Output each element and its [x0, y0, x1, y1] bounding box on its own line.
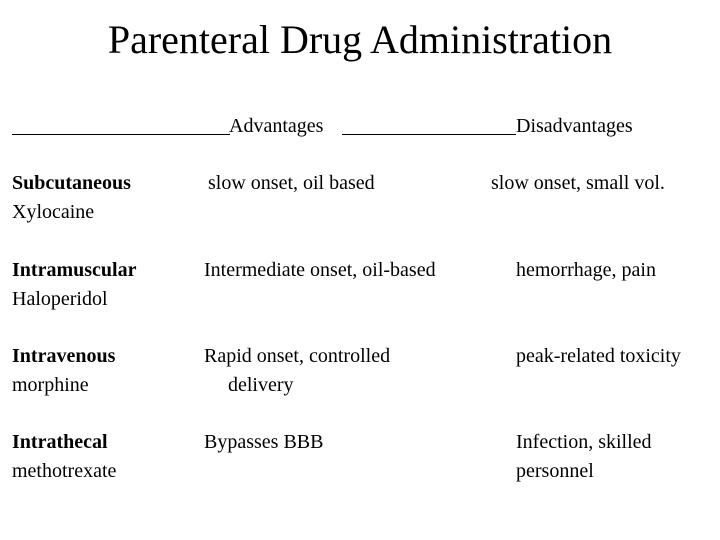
route-name: Intrathecal: [12, 431, 108, 453]
header-underline-middle: [342, 134, 516, 135]
advantages-text-continued: delivery: [228, 374, 294, 396]
advantages-text: Intermediate onset, oil-based: [204, 259, 436, 281]
table-row-disadvantages-cell: [516, 256, 656, 285]
drug-name: methotrexate: [12, 460, 117, 482]
header-advantages: Advantages: [229, 115, 324, 137]
advantages-text: Rapid onset, controlled: [204, 345, 391, 367]
table-row-advantages-cell: [204, 342, 390, 400]
table-row-route-cell: [12, 342, 115, 400]
table-row-route-cell: [12, 169, 131, 227]
disadvantages-text-continued: personnel: [516, 460, 594, 482]
page-title: Parenteral Drug Administration: [107, 17, 613, 62]
drug-name: morphine: [12, 374, 89, 396]
header-underline-left: [12, 134, 230, 135]
table-row-disadvantages-cell: [491, 169, 665, 198]
advantages-text: slow onset, oil based: [208, 172, 375, 194]
disadvantages-text: Infection, skilled: [516, 431, 652, 453]
disadvantages-text: hemorrhage, pain: [516, 259, 656, 281]
drug-name: Xylocaine: [12, 201, 95, 223]
table-row-disadvantages-cell: [516, 342, 681, 371]
table-row-advantages-cell: [204, 428, 323, 457]
table-row-route-cell: [12, 428, 116, 486]
route-name: Subcutaneous: [12, 172, 131, 194]
table-row-advantages-cell: [204, 256, 436, 285]
header-disadvantages: Disadvantages: [516, 115, 633, 137]
disadvantages-text: slow onset, small vol.: [491, 172, 665, 194]
disadvantages-text: peak-related toxicity: [516, 345, 681, 367]
drug-name: Haloperidol: [12, 288, 108, 310]
advantages-text: Bypasses BBB: [204, 431, 324, 453]
table-row-advantages-cell: [208, 169, 375, 198]
table-row-route-cell: [12, 256, 136, 314]
route-name: Intravenous: [12, 345, 116, 367]
route-name: Intramuscular: [12, 259, 137, 281]
table-row-disadvantages-cell: [516, 428, 652, 486]
